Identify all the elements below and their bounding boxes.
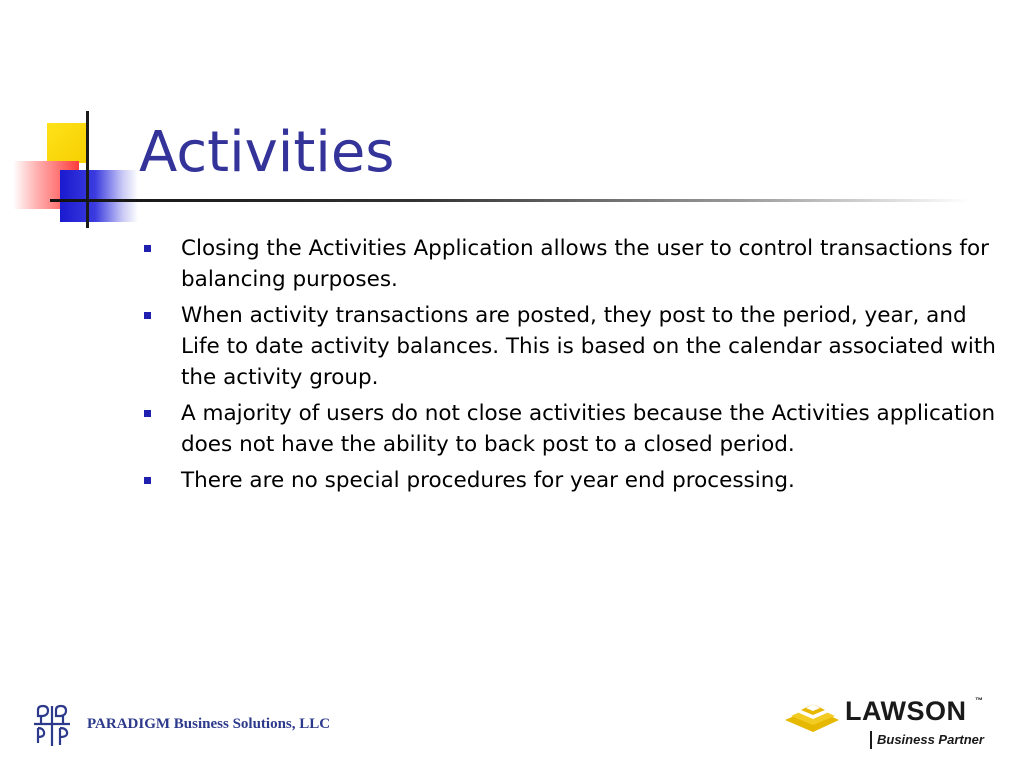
bullet-text: There are no special procedures for year end processing. [181,468,795,493]
company-name: PARADIGM Business Solutions, LLC [87,716,331,732]
paradigm-logo-icon [30,703,74,749]
lawson-logo-icon [783,694,998,756]
bullet-item [140,465,1000,496]
bullet-list [140,233,1000,501]
bullet-item [140,398,1000,460]
business-partner-label: Business Partner [877,732,984,747]
bullet-text: Closing the Activities Application allows the user to control transactions for balancing purposes. [181,236,989,292]
partner-divider [870,731,872,749]
lawson-mark-icon [783,698,841,734]
slide-title: Activities [139,120,395,185]
corner-decoration [0,0,150,240]
square-bullet-icon [144,312,151,319]
yellow-square [47,123,87,163]
bullet-text: When activity transactions are posted, they post to the period, year, and Life to date activity balances. This is based on the calendar associated with the activity group. [181,303,996,390]
title-divider [50,199,970,202]
bullet-item [140,300,1000,393]
bullet-item [140,233,1000,295]
square-bullet-icon [144,477,151,484]
lawson-wordmark: LAWSON [845,696,967,726]
vertical-line [86,111,89,228]
bullet-text: A majority of users do not close activities because the Activities application does not have the ability to back post to a closed period. [181,401,996,457]
square-bullet-icon [144,245,151,252]
blue-square [60,170,138,222]
square-bullet-icon [144,410,151,417]
trademark-symbol: ™ [975,696,983,705]
